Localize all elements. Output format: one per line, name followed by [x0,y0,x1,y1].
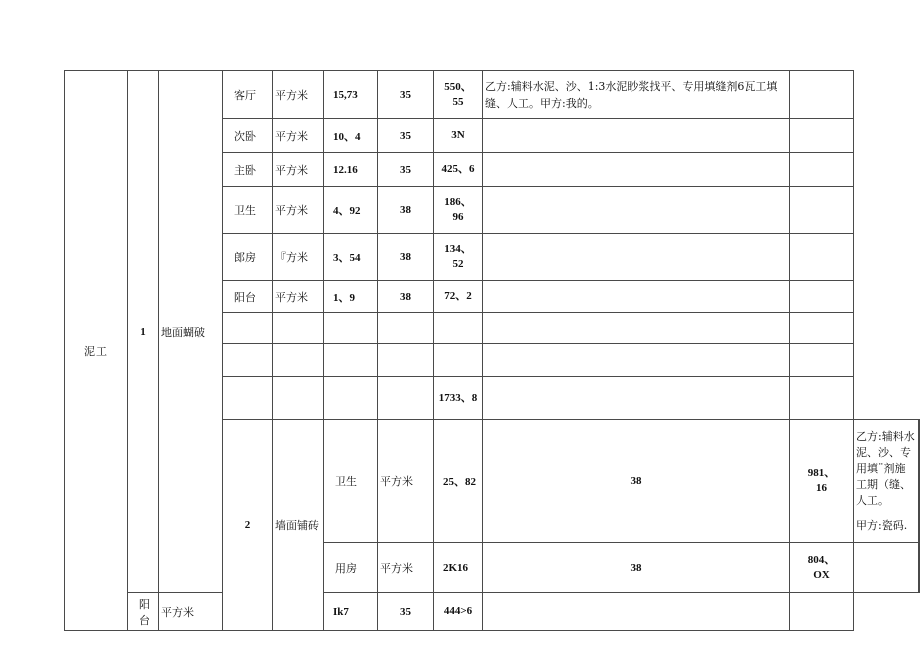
quantity-cell: 4、92 [324,187,378,234]
section-number: 2 [223,420,273,631]
quantity-cell: 15,73 [324,71,378,119]
unit-cell: 平方米 [378,543,434,593]
total-cell: 134、 52 [434,234,483,281]
quantity-cell: 25、82 [434,420,483,543]
price-cell: 38 [483,420,790,543]
total-cell: 72、2 [434,281,483,313]
note-cell [483,234,790,281]
unit-cell: 平方米 [159,593,223,631]
note-cell [483,153,790,187]
quantity-cell: 12.16 [324,153,378,187]
remark-cell [790,119,854,153]
note-cell: 乙方:辅料水泥、沙、1:3水泥眇浆找平、专用填缝剂6瓦工填缝、人工。甲方:我的。 [483,71,790,119]
remark-cell [790,71,854,119]
location-cell: 次卧 [223,119,273,153]
remark-cell [919,420,920,543]
unit-cell: 平方米 [273,281,324,313]
unit-cell: 平方米 [273,71,324,119]
remark-cell [790,593,854,631]
quantity-cell: 3、54 [324,234,378,281]
subtotal-cell: 1733、8 [434,377,483,420]
note-cell [483,377,790,420]
price-cell: 38 [378,234,434,281]
note-cell [483,281,790,313]
section-number: 1 [128,71,159,593]
category-cell: 泥工 [65,71,128,631]
price-cell: 38 [483,543,790,593]
quantity-cell: Ik7 [324,593,378,631]
remark-cell [919,543,920,593]
quantity-cell: 1、9 [324,281,378,313]
remark-cell [790,281,854,313]
location-cell: 主卧 [223,153,273,187]
total-cell: 550、 55 [434,71,483,119]
remark-cell [790,153,854,187]
price-cell: 38 [378,281,434,313]
location-cell: 卫生 [223,187,273,234]
cost-table [64,70,920,631]
remark-cell [790,234,854,281]
table-row [65,593,920,631]
unit-cell: 平方米 [273,187,324,234]
section-name: 墙面铺砖 [273,420,324,631]
quantity-cell: 10、4 [324,119,378,153]
price-cell: 35 [378,71,434,119]
location-cell: 客厅 [223,71,273,119]
price-cell: 38 [378,187,434,234]
unit-cell: 平方米 [273,153,324,187]
total-cell: 444>6 [434,593,483,631]
note-cell [483,187,790,234]
price-cell: 35 [378,119,434,153]
note-cell [854,543,919,593]
unit-cell: 平方米 [273,119,324,153]
total-cell: 425、6 [434,153,483,187]
total-cell: 804、 OX [790,543,854,593]
section-name: 地面蝴破 [159,71,223,593]
location-cell: 阳台 [223,281,273,313]
note-cell [483,593,790,631]
location-cell: 阳台 [128,593,159,631]
location-cell: 郎房 [223,234,273,281]
table-row [65,71,920,119]
remark-cell [790,187,854,234]
total-cell: 3N [434,119,483,153]
note-cell [483,119,790,153]
remark-cell [790,377,854,420]
price-cell: 35 [378,153,434,187]
price-cell: 35 [378,593,434,631]
note-cell: 乙方:辅料水泥、沙、专用填¨剂施工期（缝、人工。 甲方:瓷码. [854,420,919,543]
unit-cell: 『方米 [273,234,324,281]
location-cell: 用房 [324,543,378,593]
total-cell: 186、 96 [434,187,483,234]
quantity-cell: 2K16 [434,543,483,593]
unit-cell: 平方米 [378,420,434,543]
total-cell: 981、 16 [790,420,854,543]
location-cell: 卫生 [324,420,378,543]
